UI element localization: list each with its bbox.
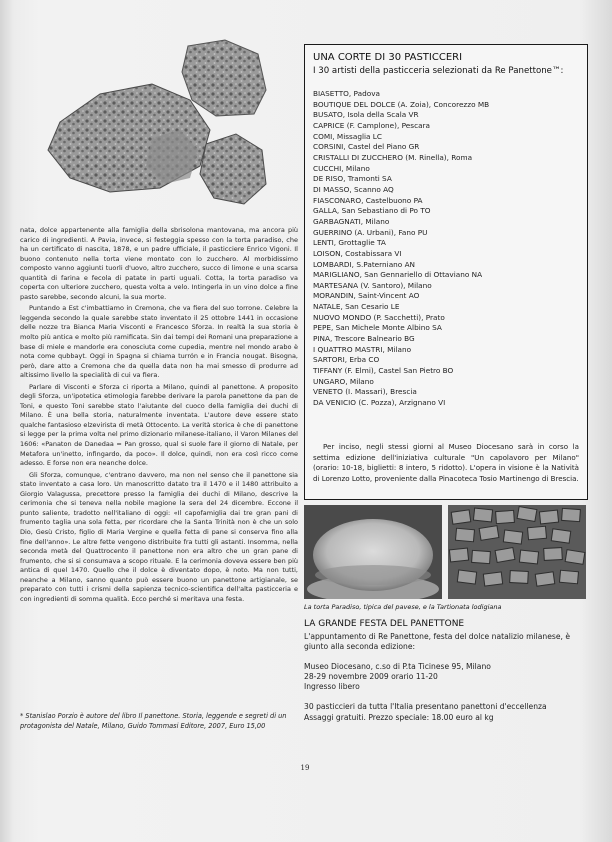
baker-entry: CRISTALLI DI ZUCCHERO (M. Rinella), Roma	[313, 152, 473, 162]
baker-entry: MORANDIN, Saint-Vincent AO	[313, 291, 420, 301]
baker-entry: TIFFANY (F. Elmi), Castel San Pietro BO	[313, 366, 454, 376]
article-paragraph: Gli Sforza, comunque, c'entrano davvero, ma non nel senso che il panettone sia stato inventato a casa loro. Un manoscritto datato tra il 1470 e il 1480 attribuito a Giorgio Valagussa, precettore presso la famiglia dei duchi di Milano, descrive la cerimonia che si teneva nella nobile magione la sera del 24 dicembre. Eccone il punto saliente, tradotto nell'italiano di oggi: «Il capofamiglia dai tre gran pani di frumento taglia una sola fetta, per ricordare che la Santa Trinità non è che un solo Dio, Gesù Cristo, figlio di Maria Vergine e quella fetta di pane si conserva fino alla fine dell'anno». Le altre fette vengono distribuite fra tutti gli astanti. Insomma, nella seconda metà del Quattrocento il panettone non era altro che un gran pane di frumento, che si si consumava a scopo rituale. E la cerimonia doveva essere ben più antica di quel 1470. Quello che il dolce è diventato dopo, è noto. Ma non tutti, neanche a Milano, sanno quanto può essere buono un panettone artigianale, se preparato con tutti i crismi della sapienza tecnico-scientifica dell'alta pasticceria e con ingredienti di somma qualità. Ecco perché si meritava una festa.	[20, 470, 298, 603]
article-paragraph: nata, dolce appartenente alla famiglia della sbrisolona mantovana, ma ancora più carico di ingredienti. A Pavia, invece, si festeggia spesso con la torta paradiso, che ha un certificato di nascita, 1878, e un padre ufficiale, il pasticciere Enrico Vigoni. Il buono contenuto nella torta viene montato con lo zucchero. Al morbidissimo composto vanno aggiunti tuorli d'uovo, altro zucchero, succo di limone e una scarsa quantità di farina e fecola di patate in parti uguali. Cotta, la torta paradiso va coperta con ulteriore zucchero, questa volta a velo. Intingerla in un vino dolce a fine pasto sarebbe, secondo alcuni, la sua morte.	[20, 226, 298, 301]
photo-caption: La torta Paradiso, tipica del pavese, e la Tartionata lodigiana	[304, 603, 502, 611]
baker-entry: PINA, Trescore Balneario BG	[313, 334, 415, 344]
baker-entry: MARTESANA (V. Santoro), Milano	[313, 280, 432, 290]
baker-entry: BUSATO, Isola della Scala VR	[313, 110, 419, 120]
box-title: UNA CORTE DI 30 PASTICCERI	[313, 52, 463, 63]
baker-entry: I QUATTRO MASTRI, Milano	[313, 344, 412, 354]
article-paragraph: Puntando a Est c'imbattiamo in Cremona, che va fiera del suo torrone. Celebre la leggenda secondo la quale sarebbe stato inventato il 25 ottobre 1441 in occasione delle nozze tra Bianca Maria Visconti e Francesco Sforza. In realtà la sua storia è molto più antica e molto più ramificata. Sin dai tempi dei Romani una preparazione a base di miele e mandorle era conosciuta come cupedia, mentre nel mondo arabo è nota come qubbayt. Oggi in Spagna si chiama turrón e in Francia nougat. Bisogna, però, dare atto a Cremona che da quella data non ha mai smesso di produrre ad altissimo livello la specialità di cui va fiera.	[20, 304, 298, 380]
box-note: Per inciso, negli stessi giorni al Museo Diocesano sarà in corso la settima edizione dell'iniziativa culturale "Un capolavoro per Milano" (orario: 10-18, biglietti: 8 intero, 5 ridotto). L'opera in visione è la Natività di Lorenzo Lotto, proveniente dalla Pinacoteca Tosio Martinengo di Brescia.	[313, 442, 579, 483]
baker-entry: GARBAGNATI, Milano	[313, 216, 390, 226]
page-number: 19	[300, 764, 310, 772]
article-body	[20, 226, 298, 606]
baker-entry: CUCCHI, Milano	[313, 163, 370, 173]
baker-entry: MARIGLIANO, San Gennariello di Ottaviano NA	[313, 270, 483, 280]
baker-entry: DI MASSO, Scanno AQ	[313, 184, 394, 194]
baker-entry: VENETO (I. Massari), Brescia	[313, 387, 417, 397]
baker-entry: UNGARO, Milano	[313, 376, 374, 386]
article-paragraph: Parlare di Visconti e Sforza ci riporta a Milano, quindi al panettone. A proposito degli Sforza, un'ipotetica etimologia farebbe derivare la parola panettone da pan de Toni, e questo Toni sarebbe stato l'aiutante del cuoco della famiglia dei duchi di Milano. È una bella storia, naturalmente inventata. L'autore deve essere stato qualche fantasioso elzevirista di metà Ottocento. La verità storica è che di panettone si legge per la prima volta nel primo dizionario milanese-italiano, il Varon Milanes del 1606: «Panaton de Danedaa = Pan grosso, qual si suole fare il giorno di Natale, per Metafora un'inetto, infingardo, da poco». Il dolce, quindi, non era così ricco come adesso. E forse non era neanche dolce.	[20, 382, 298, 468]
event-line-prices: Assaggi gratuiti. Prezzo speciale: 18.00 euro al kg	[304, 712, 494, 722]
baker-entry: PEPE, San Michele Monte Albino SA	[313, 323, 442, 333]
baker-entry: NATALE, San Cesario LE	[313, 302, 400, 312]
baker-entry: CORSINI, Castel del Piano GR	[313, 142, 420, 152]
box-subtitle: I 30 artisti della pasticceria selezionati da Re Panettone™:	[313, 66, 564, 76]
baker-entry: LENTI, Grottaglie TA	[313, 238, 386, 248]
event-entry: Ingresso libero	[304, 682, 360, 692]
bakers-sidebar-box	[304, 44, 588, 500]
baker-entry: GALLA, San Sebastiano di Po TO	[313, 206, 431, 216]
baker-entry: BOUTIQUE DEL DOLCE (A. Zoia), Concorezzo MB	[313, 99, 490, 109]
event-intro: L'appuntamento di Re Panettone, festa del dolce natalizio milanese, è giunto alla seconda edizione:	[304, 632, 570, 652]
event-dates: 28-29 novembre 2009 orario 11-20	[304, 671, 438, 681]
bakers-list	[313, 89, 585, 409]
crumbly-cake-photo	[40, 38, 270, 208]
baker-entry: GUERRINO (A. Urbani), Fano PU	[313, 227, 428, 237]
torta-paradiso-photo	[304, 505, 442, 599]
event-line-pastry-chefs: 30 pasticcieri da tutta l'Italia presentano panettoni d'eccellenza	[304, 702, 547, 712]
baker-entry: CAPRICE (F. Camplone), Pescara	[313, 120, 431, 130]
event-venue: Museo Diocesano, c.so di P.ta Ticinese 95, Milano	[304, 661, 491, 671]
event-details	[304, 632, 584, 723]
baker-entry: COMI, Missaglia LC	[313, 131, 382, 141]
baker-entry: SARTORI, Erba CO	[313, 355, 380, 365]
baker-entry: FIASCONARO, Castelbuono PA	[313, 195, 423, 205]
baker-entry: NUOVO MONDO (P. Sacchetti), Prato	[313, 312, 445, 322]
baker-entry: BIASETTO, Padova	[313, 89, 380, 98]
author-footnote: * Stanislao Porzio è autore del libro Il panettone. Storia, leggende e segreti di un protagonista del Natale, Milano, Guido Tommasi Editore, 2007, Euro 15,00	[20, 712, 287, 730]
event-title: LA GRANDE FESTA DEL PANETTONE	[304, 619, 465, 629]
baker-entry: DE RISO, Tramonti SA	[313, 174, 392, 184]
baker-entry: DA VENICIO (C. Pozza), Arzignano VI	[313, 398, 446, 408]
baker-entry: LOISON, Costabissara VI	[313, 248, 402, 258]
baker-entry: LOMBARDI, S.Paterniano AN	[313, 259, 416, 269]
tartionata-photo	[448, 505, 586, 599]
